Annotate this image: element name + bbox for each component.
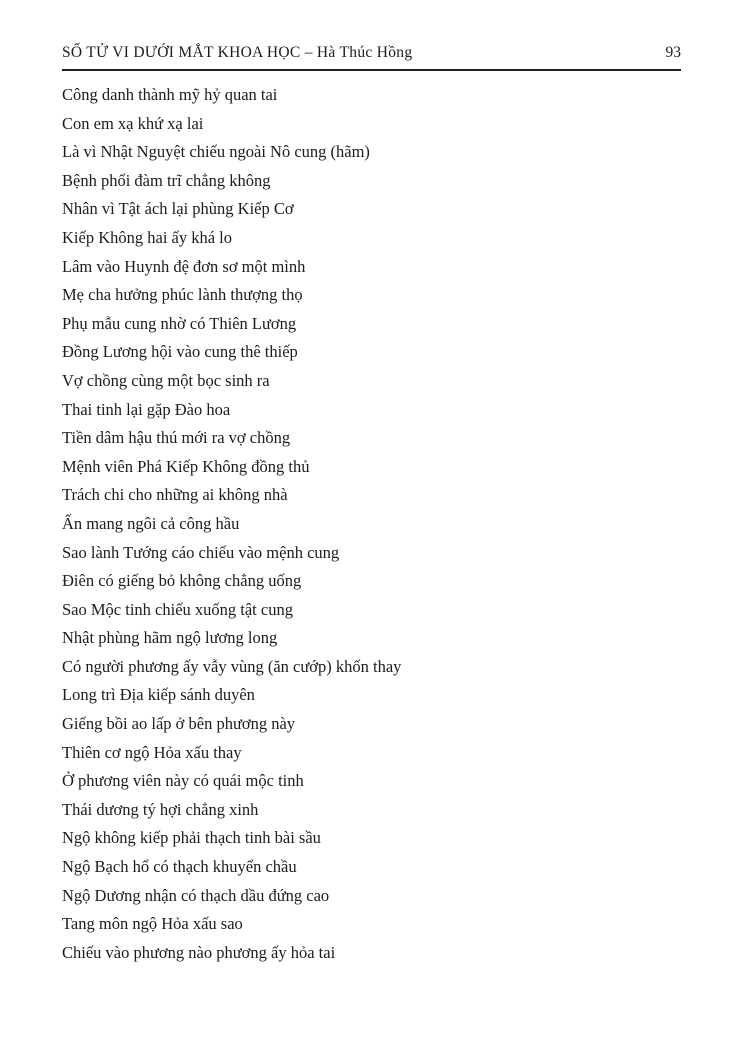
verse-line: Ở phương viên này có quái mộc tinh — [62, 771, 304, 791]
verse-line: Sao lành Tướng cáo chiếu vào mệnh cung — [62, 542, 340, 562]
verse-line: Bệnh phổi đàm trĩ chẳng không — [62, 170, 271, 190]
verse-line: Vợ chồng cùng một bọc sinh ra — [62, 370, 270, 390]
verse-line: Thai tinh lại gặp Đào hoa — [62, 399, 231, 419]
verse-line: Ngộ không kiếp phải thạch tinh bài sầu — [62, 828, 321, 848]
verse-line: Ngộ Dương nhận có thạch dầu đứng cao — [62, 885, 330, 905]
verse-line: Ấn mang ngôi cả công hầu — [62, 513, 240, 533]
verse-line: Con em xạ khứ xạ lai — [62, 113, 204, 133]
page-header — [62, 44, 681, 71]
verse-line: Lâm vào Huynh đệ đơn sơ một mình — [62, 256, 306, 276]
verse-line: Tang môn ngộ Hỏa xấu sao — [62, 914, 243, 934]
verse-line: Sao Mộc tinh chiếu xuống tật cung — [62, 599, 293, 619]
verse-line: Chiếu vào phương nào phương ấy hỏa tai — [62, 942, 336, 962]
verse-line: Đồng Lương hội vào cung thê thiếp — [62, 342, 298, 362]
verse-line: Công danh thành mỹ hỷ quan tai — [62, 85, 278, 104]
verse-line: Giếng bồi ao lấp ở bên phương này — [62, 714, 296, 734]
verse-line: Ngộ Bạch hổ có thạch khuyển chầu — [62, 857, 297, 877]
verse-line: Phụ mẫu cung nhờ có Thiên Lương — [62, 313, 297, 333]
verse-line: Nhật phùng hãm ngộ lương long — [62, 628, 278, 648]
verse-line: Là vì Nhật Nguyệt chiếu ngoài Nô cung (hãm) — [62, 142, 370, 162]
verse-line: Mệnh viên Phá Kiếp Không đồng thủ — [62, 456, 310, 476]
running-header-title: SỐ TỬ VI DƯỚI MẮT KHOA HỌC – Hà Thúc Hồng — [62, 44, 413, 61]
page-number: 93 — [665, 44, 681, 61]
verse-lines — [62, 81, 702, 967]
verse-line: Trách chi cho những ai không nhà — [62, 485, 288, 505]
verse-line: Tiền dâm hậu thú mới ra vợ chồng — [62, 428, 291, 448]
verse-line: Long trì Địa kiếp sánh duyên — [62, 685, 255, 705]
verse-line: Thái dương tý hợi chẳng xinh — [62, 799, 259, 819]
verse-line: Kiếp Không hai ấy khá lo — [62, 227, 233, 247]
verse-line: Nhân vì Tật ách lại phùng Kiếp Cơ — [62, 199, 294, 219]
verse-line: Có người phương ấy vẫy vùng (ăn cướp) khốn thay — [62, 656, 402, 676]
verse-line: Điên có giếng bỏ không chẳng uống — [62, 571, 302, 591]
verse-line: Thiên cơ ngộ Hỏa xấu thay — [62, 742, 242, 762]
verse-line: Mẹ cha hưởng phúc lành thượng thọ — [62, 285, 303, 305]
